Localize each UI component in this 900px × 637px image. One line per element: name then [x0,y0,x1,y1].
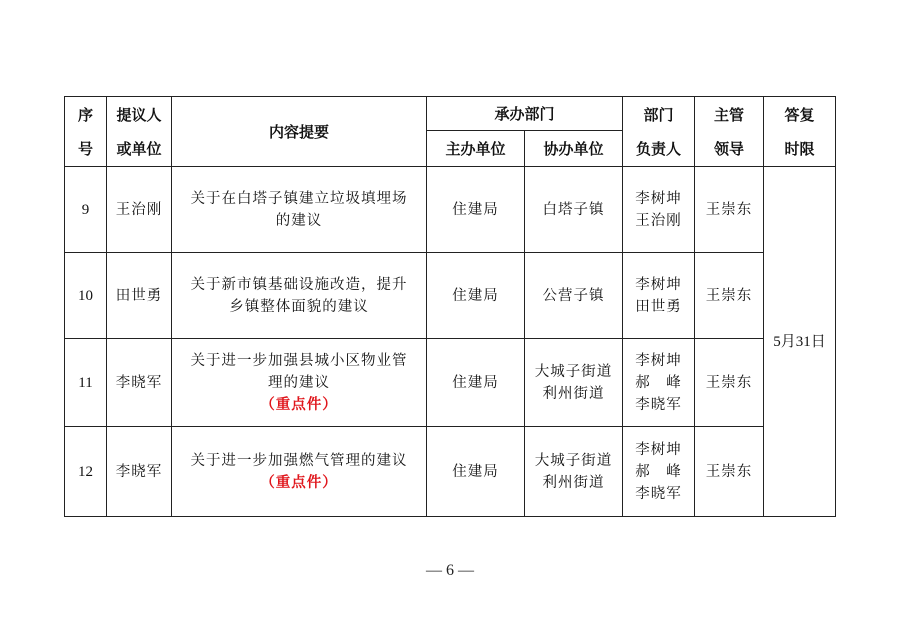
table-row [65,253,836,339]
row-leader: 王崇东 [695,167,764,253]
table-row [65,427,836,517]
row-main-unit: 住建局 [427,339,525,427]
row-leader: 王崇东 [695,427,764,517]
row-content: 关于新市镇基础设施改造，提升 乡镇整体面貌的建议 [172,253,427,339]
row-dept-head: 李树坤 郝 峰 李晓军 [623,339,695,427]
row-assist-unit: 大城子街道 利州街道 [525,339,623,427]
row-seq: 10 [65,253,107,339]
row-assist-unit: 白塔子镇 [525,167,623,253]
row-leader: 王崇东 [695,339,764,427]
row-dept-head: 李树坤 郝 峰 李晓军 [623,427,695,517]
row-main-unit: 住建局 [427,167,525,253]
proposal-table [64,96,836,517]
header-leader: 主管 领导 [695,97,764,167]
row-main-unit: 住建局 [427,427,525,517]
row-proposer: 李晓军 [107,427,172,517]
table-row [65,339,836,427]
header-content: 内容提要 [172,97,427,167]
header-deadline: 答复 时限 [764,97,836,167]
row-dept-head: 李树坤 田世勇 [623,253,695,339]
deadline-cell: 5月31日 [764,167,836,517]
row-assist-unit: 公营子镇 [525,253,623,339]
header-dept: 承办部门 [427,97,623,131]
header-main-unit: 主办单位 [427,131,525,167]
row-proposer: 田世勇 [107,253,172,339]
row-content: 关于进一步加强燃气管理的建议 （重点件） [172,427,427,517]
row-content: 关于在白塔子镇建立垃圾填埋场 的建议 [172,167,427,253]
row-leader: 王崇东 [695,253,764,339]
row-seq: 12 [65,427,107,517]
row-seq: 11 [65,339,107,427]
row-proposer: 李晓军 [107,339,172,427]
table-row [65,167,836,253]
header-dept-head: 部门 负责人 [623,97,695,167]
row-main-unit: 住建局 [427,253,525,339]
row-proposer: 王治刚 [107,167,172,253]
header-proposer: 提议人 或单位 [107,97,172,167]
row-seq: 9 [65,167,107,253]
page-number: — 6 — [426,562,474,579]
header-seq: 序 号 [65,97,107,167]
row-dept-head: 李树坤 王治刚 [623,167,695,253]
header-assist-unit: 协办单位 [525,131,623,167]
key-item-tag: （重点件） [260,395,338,413]
key-item-tag: （重点件） [260,473,338,491]
row-content: 关于进一步加强县城小区物业管 理的建议 （重点件） [172,339,427,427]
row-assist-unit: 大城子街道 利州街道 [525,427,623,517]
